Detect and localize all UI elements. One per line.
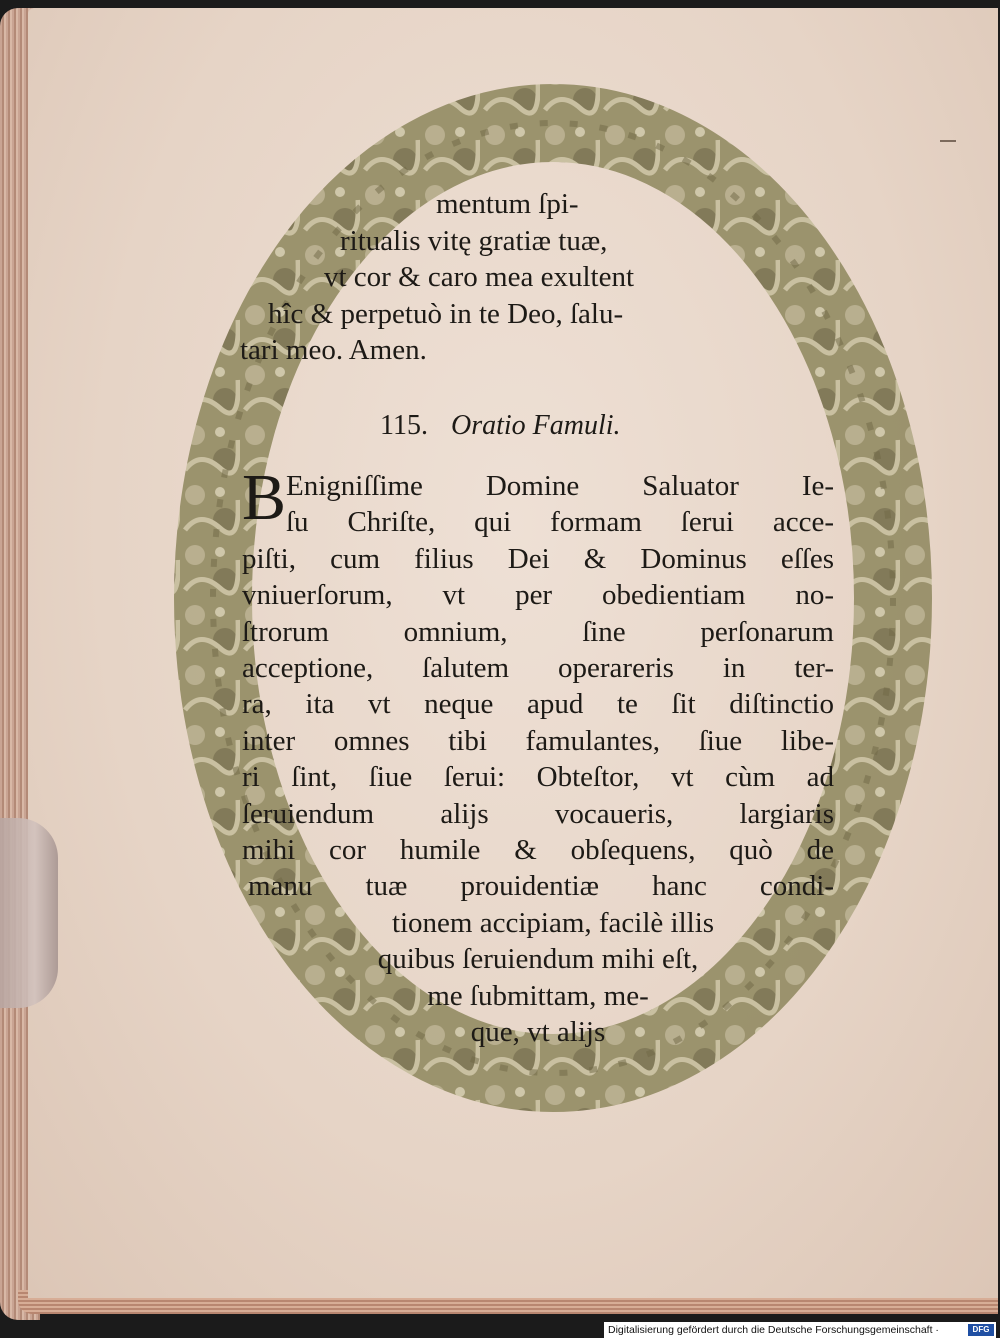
text-line: ſu Chriſte, qui formam ſerui acce-: [286, 506, 834, 539]
text-line: ri ſint, ſiue ſerui: Obteſtor, vt cùm ad: [242, 761, 834, 794]
text-line: acceptione, ſalutem operareris in ter-: [242, 652, 834, 685]
text-line: Enigniſſime Domine Saluator Ie-: [286, 470, 834, 502]
text-line: mentum ſpi-: [436, 188, 579, 220]
text-line: ritualis vitę gratiæ tuæ,: [340, 224, 608, 257]
text-line: quibus ſeruiendum mihi eſt,: [377, 943, 699, 976]
text-line: que, vt alijs: [470, 1016, 606, 1049]
text-line: inter omnes tibi famulantes, ſiue libe-: [242, 724, 834, 757]
text-line: tari meo. Amen.: [240, 334, 427, 366]
text-line: ſeruiendum alijs vocaueris, largiaris: [242, 797, 834, 830]
prayer-body: [242, 461, 834, 1051]
text-line: vniuerſorum, vt per obedientiam no-: [242, 579, 834, 612]
dfg-logo: DFG: [968, 1324, 994, 1336]
text-line: tionem accipiam, facilè illis: [391, 906, 715, 939]
prayer-title: Oratio Famuli.: [450, 410, 621, 441]
text-line: mihi cor humile & obſequens, quò de: [242, 834, 834, 867]
text-line: ſtrorum omnium, ſine perſonarum: [242, 615, 834, 648]
digitization-credit: [604, 1322, 996, 1338]
prayer-heading: [380, 410, 621, 442]
text-line: piſti, cum filius Dei & Dominus eſſes: [242, 542, 834, 575]
text-line: vt cor & caro mea exultent: [324, 261, 635, 293]
text-line: me ſubmittam, me-: [427, 979, 649, 1012]
continued-prayer-text: [240, 186, 840, 369]
text-line: manu tuæ prouidentiæ hanc condi-: [248, 870, 834, 903]
text-line: ra, ita vt neque apud te ſit diſtinctio: [242, 688, 834, 721]
drop-cap: B: [242, 461, 287, 534]
credit-text: Digitalisierung gefördert durch die Deutsche Forschungsgemeinschaft ·: [608, 1324, 939, 1336]
text-line: hîc & perpetuò in te Deo, ſalu-: [268, 297, 624, 330]
prayer-number: 115.: [380, 410, 428, 441]
